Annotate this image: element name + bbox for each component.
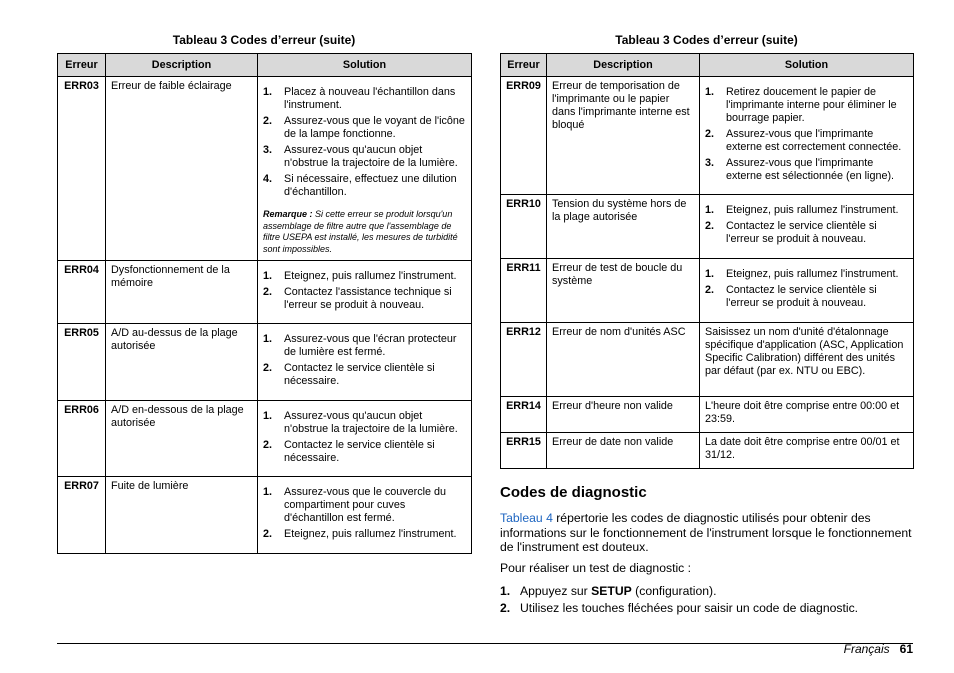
step-text: Contactez le service clientèle si nécessaire. [284, 362, 435, 387]
error-solution [258, 261, 472, 324]
step-text: Eteignez, puis rallumez l'instrument. [284, 270, 457, 282]
step-number: 2. [705, 220, 715, 232]
error-code: ERR05 [58, 324, 106, 401]
step-text-pre: Appuyez sur [520, 584, 592, 598]
solution-step [705, 86, 908, 125]
solution-step [263, 173, 466, 199]
table-row [501, 195, 914, 259]
header-description: Description [547, 54, 700, 77]
right-error-table [500, 53, 914, 469]
step-text: Assurez-vous que l'imprimante externe est sélectionnée (en ligne). [726, 157, 895, 182]
solution-step [263, 486, 466, 525]
step-text: Contactez le service clientèle si l'erreur se produit à nouveau. [726, 220, 877, 245]
remarque-note [263, 209, 466, 255]
solution-steps [705, 204, 908, 246]
solution-step [263, 362, 466, 388]
step-number: 1. [705, 204, 715, 216]
intro-text: répertorie les codes de diagnostic utilisés pour obtenir des informations sur le fonctionnement de l'instrument lorsque le fonctionnement de l'instrument est douteux. [500, 511, 912, 554]
step-text [520, 601, 858, 615]
step-text: Si nécessaire, effectuez une dilution d'échantillon. [284, 173, 457, 198]
step-text: Eteignez, puis rallumez l'instrument. [284, 528, 457, 540]
left-table-caption: Tableau 3 Codes d’erreur (suite) [172, 33, 356, 47]
error-description: Erreur d'heure non valide [547, 397, 700, 433]
step-text-pre: Utilisez les touches fléchées pour saisir un code de diagnostic. [520, 601, 859, 615]
solution-step [263, 439, 466, 465]
step-number: 1. [263, 333, 273, 345]
table-4-link[interactable]: Tableau 4 [500, 511, 553, 525]
step-text [520, 584, 716, 598]
error-solution: L'heure doit être comprise entre 00:00 et 23:59. [700, 397, 914, 433]
step-number: 2. [263, 528, 273, 540]
step-number: 1. [705, 86, 715, 98]
error-description: Tension du système hors de la plage autorisée [547, 195, 700, 259]
left-error-table [57, 53, 472, 554]
table-row [58, 77, 472, 261]
note-label: Remarque : [263, 209, 313, 219]
step-number: 2. [705, 284, 715, 296]
solution-step [705, 220, 908, 246]
error-solution: La date doit être comprise entre 00/01 et 31/12. [700, 433, 914, 469]
solution-step [705, 204, 908, 217]
step-number: 2. [263, 286, 273, 298]
table-header-row [501, 54, 914, 77]
error-description: Erreur de test de boucle du système [547, 259, 700, 323]
solution-step [263, 333, 466, 359]
error-solution [258, 77, 472, 261]
solution-steps [263, 410, 466, 465]
error-code: ERR10 [501, 195, 547, 259]
header-solution: Solution [700, 54, 914, 77]
step-number: 2. [263, 362, 273, 374]
solution-step [263, 270, 466, 283]
table-row [58, 261, 472, 324]
step-number: 1. [263, 410, 273, 422]
solution-step [263, 410, 466, 436]
table-header-row [58, 54, 472, 77]
step-number: 2. [500, 601, 511, 615]
step-number: 1. [263, 86, 273, 98]
error-solution [258, 477, 472, 554]
solution-step [705, 284, 908, 310]
solution-step [705, 157, 908, 183]
error-description: Erreur de nom d'unités ASC [547, 323, 700, 397]
page-footer [844, 642, 913, 656]
diagnostic-steps [500, 584, 858, 618]
step-number: 1. [263, 270, 273, 282]
step-text: Assurez-vous qu'aucun objet n'obstrue la trajectoire de la lumière. [284, 410, 458, 435]
header-description: Description [106, 54, 258, 77]
table-row [58, 477, 472, 554]
setup-key-label: SETUP [591, 584, 632, 598]
error-description: Fuite de lumière [106, 477, 258, 554]
solution-steps [705, 86, 908, 183]
step-number: 1. [705, 268, 715, 280]
step-number: 2. [705, 128, 715, 140]
diagnostic-step [500, 584, 858, 598]
step-text: Contactez l'assistance technique si l'erreur se produit à nouveau. [284, 286, 452, 311]
intro-paragraph [500, 511, 920, 555]
error-code: ERR07 [58, 477, 106, 554]
error-code: ERR04 [58, 261, 106, 324]
diagnostic-step [500, 601, 858, 615]
solution-step [263, 286, 466, 312]
solution-steps [263, 333, 466, 388]
step-text: Assurez-vous que l'écran protecteur de lumière est fermé. [284, 333, 457, 358]
solution-steps [263, 270, 466, 312]
solution-step [705, 128, 908, 154]
error-solution [258, 324, 472, 401]
solution-steps [263, 486, 466, 541]
error-description: Erreur de faible éclairage [106, 77, 258, 261]
table-row [58, 324, 472, 401]
error-description: Dysfonctionnement de la mémoire [106, 261, 258, 324]
solution-step [263, 86, 466, 112]
error-code: ERR14 [501, 397, 547, 433]
solution-step [705, 268, 908, 281]
error-code: ERR11 [501, 259, 547, 323]
error-solution [700, 77, 914, 195]
error-description: A/D en-dessous de la plage autorisée [106, 401, 258, 477]
table-row [501, 323, 914, 397]
step-text: Contactez le service clientèle si l'erreur se produit à nouveau. [726, 284, 877, 309]
error-code: ERR06 [58, 401, 106, 477]
step-text: Eteignez, puis rallumez l'instrument. [726, 268, 899, 280]
footer-language: Français [843, 642, 890, 656]
error-solution: Saisissez un nom d'unité d'étalonnage spécifique d'application (ASC, Application Specific Calibration) différent des unités par défaut (par ex. NTU ou EBC). [700, 323, 914, 397]
header-erreur: Erreur [501, 54, 547, 77]
header-solution: Solution [258, 54, 472, 77]
step-number: 4. [263, 173, 273, 185]
footer-rule [57, 643, 913, 644]
table-row [501, 259, 914, 323]
step-text-post: (configuration). [631, 584, 717, 598]
step-text: Assurez-vous que le couvercle du compartiment pour cuves d'échantillon est fermé. [284, 486, 447, 524]
right-table-caption: Tableau 3 Codes d’erreur (suite) [615, 33, 798, 47]
step-number: 3. [263, 144, 273, 156]
page-number: 61 [899, 642, 913, 656]
step-text: Assurez-vous que le voyant de l'icône de la lampe fonctionne. [284, 115, 465, 140]
step-text: Assurez-vous que l'imprimante externe est correctement connectée. [726, 128, 902, 153]
error-solution [700, 195, 914, 259]
header-erreur: Erreur [58, 54, 106, 77]
lead-paragraph: Pour réaliser un test de diagnostic : [500, 561, 692, 575]
error-code: ERR03 [58, 77, 106, 261]
solution-steps [263, 86, 466, 199]
error-solution [258, 401, 472, 477]
step-text: Contactez le service clientèle si nécessaire. [284, 439, 435, 464]
error-description: A/D au-dessus de la plage autorisée [106, 324, 258, 401]
solution-step [263, 115, 466, 141]
error-code: ERR09 [501, 77, 547, 195]
error-code: ERR12 [501, 323, 547, 397]
step-text: Retirez doucement le papier de l'imprimante interne pour éliminer le bourrage papier. [726, 86, 897, 124]
step-number: 1. [263, 486, 273, 498]
error-description: Erreur de temporisation de l'imprimante ou le papier dans l'imprimante interne est bloqué [547, 77, 700, 195]
table-row [501, 77, 914, 195]
step-text: Assurez-vous qu'aucun objet n'obstrue la trajectoire de la lumière. [284, 144, 458, 169]
step-number: 2. [263, 439, 273, 451]
note-text: Si cette erreur se produit lorsqu'un assemblage de filtre autre que l'assemblage de filtre USEPA est installé, les mesures de turbidité sont impossibles. [263, 209, 458, 254]
table-row [501, 397, 914, 433]
step-number: 3. [705, 157, 715, 169]
solution-steps [705, 268, 908, 310]
error-code: ERR15 [501, 433, 547, 469]
step-number: 1. [500, 584, 511, 598]
step-number: 2. [263, 115, 273, 127]
step-text: Placez à nouveau l'échantillon dans l'instrument. [284, 86, 456, 111]
solution-step [263, 144, 466, 170]
section-title: Codes de diagnostic [500, 484, 647, 501]
error-solution [700, 259, 914, 323]
table-row [501, 433, 914, 469]
solution-step [263, 528, 466, 541]
step-text: Eteignez, puis rallumez l'instrument. [726, 204, 899, 216]
table-row [58, 401, 472, 477]
error-description: Erreur de date non valide [547, 433, 700, 469]
